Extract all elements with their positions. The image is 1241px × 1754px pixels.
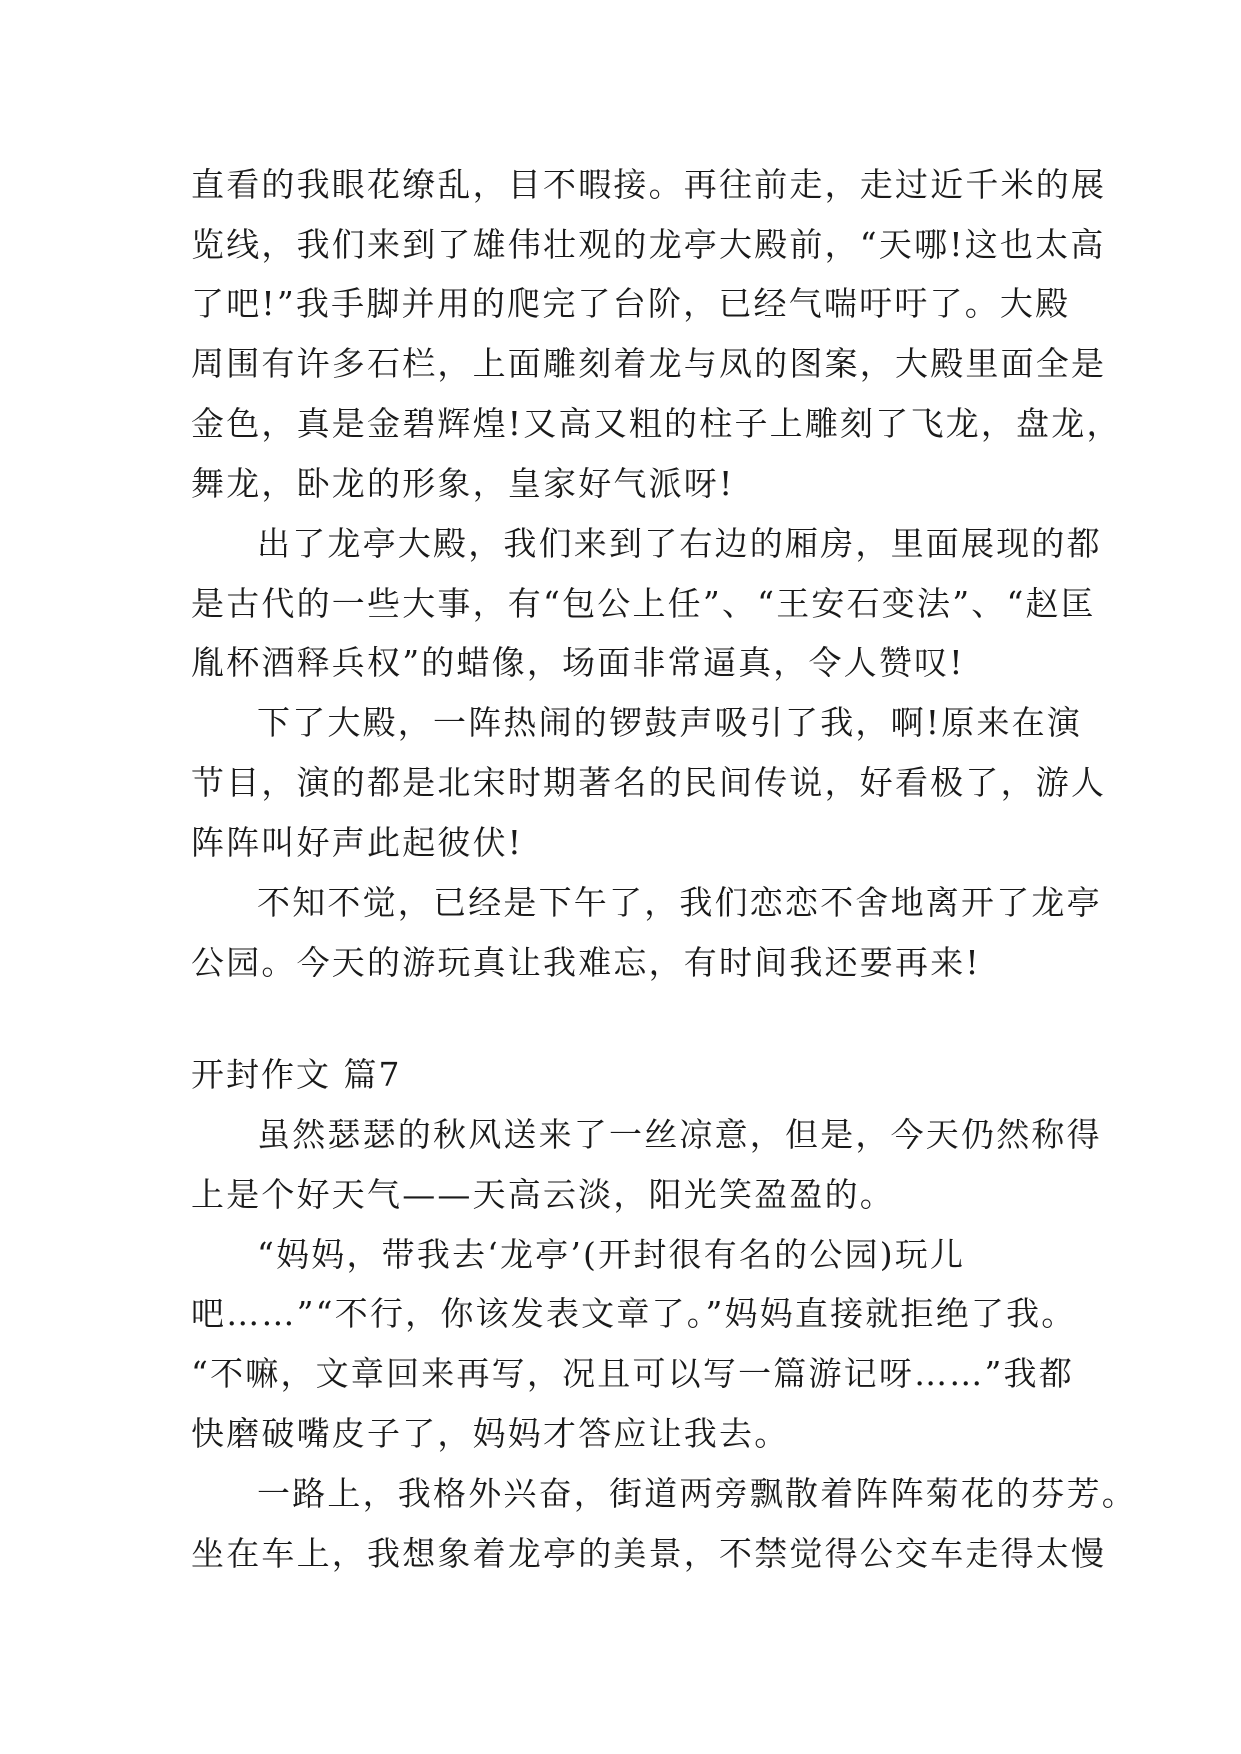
text-line: 直看的我眼花缭乱，目不暇接。再往前走，走过近千米的展 <box>191 165 1107 204</box>
text-line: 了吧!”我手脚并用的爬完了台阶，已经气喘吁吁了。大殿 <box>191 284 1071 323</box>
paragraph-first-line: 出了龙亭大殿，我们来到了右边的厢房，里面展现的都 <box>257 524 1102 563</box>
section-heading: 开封作文 篇7 <box>191 1055 402 1094</box>
text-line: 阵阵叫好声此起彼伏! <box>191 823 524 862</box>
paragraph-first-line: 下了大殿，一阵热闹的锣鼓声吸引了我，啊!原来在演 <box>257 703 1083 742</box>
text-line: 胤杯酒释兵权”的蜡像，场面非常逼真，令人赞叹! <box>191 643 965 682</box>
text-line: 快磨破嘴皮子了，妈妈才答应让我去。 <box>191 1414 790 1453</box>
paragraph-first-line: “妈妈，带我去‘龙亭’(开封很有名的公园)玩儿 <box>257 1235 966 1274</box>
text-line: 舞龙，卧龙的形象，皇家好气派呀! <box>191 464 735 503</box>
text-line: 坐在车上，我想象着龙亭的美景，不禁觉得公交车走得太慢 <box>191 1534 1107 1573</box>
text-line: 吧……”“不行，你该发表文章了。”妈妈直接就拒绝了我。 <box>191 1294 1077 1333</box>
paragraph-first-line: 不知不觉，已经是下午了，我们恋恋不舍地离开了龙亭 <box>257 883 1102 922</box>
text-line: 是古代的一些大事，有“包公上任”、“王安石变法”、“赵匡 <box>191 584 1096 623</box>
text-line: “不嘛，文章回来再写，况且可以写一篇游记呀……”我都 <box>191 1354 1074 1393</box>
text-line: 上是个好天气——天高云淡，阳光笑盈盈的。 <box>191 1175 895 1214</box>
paragraph-first-line: 一路上，我格外兴奋，街道两旁飘散着阵阵菊花的芬芳。 <box>257 1474 1137 1513</box>
paragraph-first-line: 虽然瑟瑟的秋风送来了一丝凉意，但是，今天仍然称得 <box>257 1115 1102 1154</box>
text-line: 览线，我们来到了雄伟壮观的龙亭大殿前，“天哪!这也太高 <box>191 225 1106 264</box>
text-line: 节目，演的都是北宋时期著名的民间传说，好看极了，游人 <box>191 763 1107 802</box>
text-line: 金色，真是金碧辉煌!又高又粗的柱子上雕刻了飞龙，盘龙， <box>191 404 1122 443</box>
text-line: 周围有许多石栏，上面雕刻着龙与凤的图案，大殿里面全是 <box>191 344 1107 383</box>
text-line: 公园。今天的游玩真让我难忘，有时间我还要再来! <box>191 943 981 982</box>
